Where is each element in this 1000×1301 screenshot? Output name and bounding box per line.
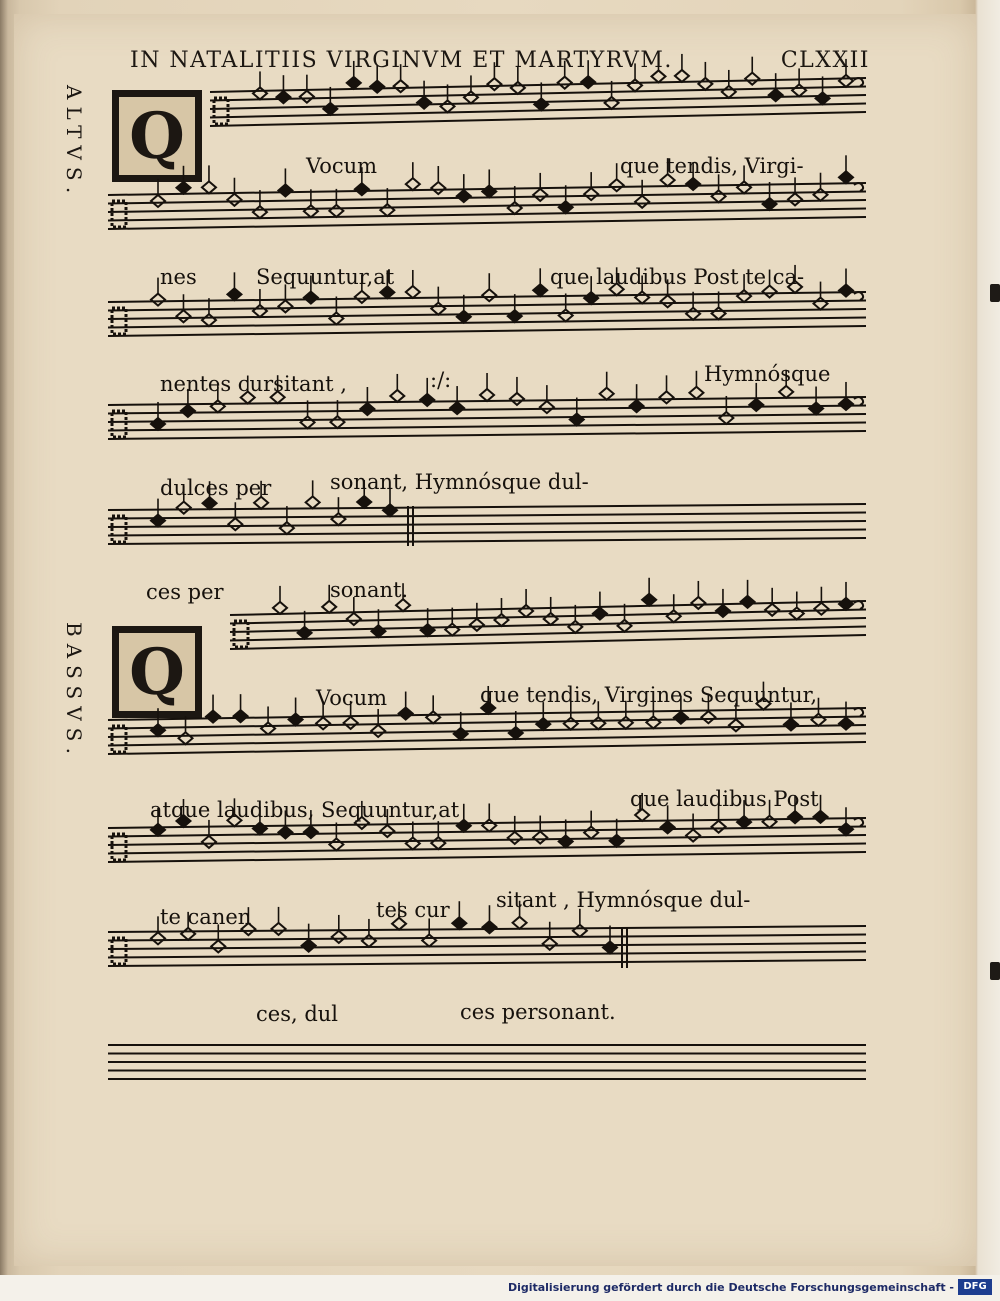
note-head <box>689 387 703 399</box>
clef-mark <box>112 411 126 437</box>
note-head <box>729 719 743 731</box>
note-head <box>642 594 656 606</box>
lyric-bassus-1b: que tendis, Virgines Sequuntur, <box>480 683 818 707</box>
initial-letter: Q <box>119 97 195 175</box>
note-head <box>211 940 225 952</box>
note-head <box>784 718 798 730</box>
clef-mark <box>112 201 126 227</box>
note-head <box>769 89 783 101</box>
note-head <box>452 917 466 929</box>
note-head <box>261 722 275 734</box>
note-head <box>790 608 804 620</box>
note-head <box>581 76 595 88</box>
note-head <box>628 79 642 91</box>
footer-bar <box>0 1275 1000 1301</box>
running-title: IN NATALITIIS VIRGINVM ET MARTYRVM. <box>130 48 673 73</box>
note-head <box>809 403 823 415</box>
note-head <box>716 605 730 617</box>
note-head <box>584 188 598 200</box>
note-head <box>661 821 675 833</box>
note-head <box>584 292 598 304</box>
note-head <box>179 732 193 744</box>
note-head <box>719 412 733 424</box>
note-head <box>177 502 191 514</box>
note-head <box>564 718 578 730</box>
clef-mark <box>112 938 126 964</box>
note-head <box>635 291 649 303</box>
note-head <box>323 103 337 115</box>
note-head <box>406 286 420 298</box>
note-head <box>558 77 572 89</box>
note-head <box>332 931 346 943</box>
note-head <box>584 827 598 839</box>
note-head <box>591 717 605 729</box>
clef-mark <box>234 621 248 647</box>
note-head <box>494 614 508 626</box>
lyric-bassus-4a: ces, dul <box>256 1002 339 1026</box>
note-head <box>278 184 292 196</box>
note-head <box>206 711 220 723</box>
lyric-altus-2a: nes <box>160 265 197 289</box>
note-head <box>482 289 496 301</box>
note-head <box>839 75 853 87</box>
note-head <box>763 198 777 210</box>
note-head <box>417 97 431 109</box>
lyric-altus-2b: Sequuntur,at <box>256 265 395 289</box>
note-head <box>371 725 385 737</box>
note-head <box>661 295 675 307</box>
lyric-altus-1a: Vocum <box>306 154 378 178</box>
note-head <box>272 923 286 935</box>
note-head <box>667 610 681 622</box>
note-head <box>540 401 554 413</box>
note-head <box>420 394 434 406</box>
clef-mark <box>214 98 228 124</box>
note-head <box>151 195 165 207</box>
note-head <box>779 386 793 398</box>
note-head <box>811 714 825 726</box>
note-head <box>202 181 216 193</box>
note-head <box>289 714 303 726</box>
note-head <box>533 284 547 296</box>
note-head <box>370 81 384 93</box>
note-head <box>426 711 440 723</box>
note-head <box>322 601 336 613</box>
note-head <box>508 832 522 844</box>
note-head <box>202 314 216 326</box>
note-head <box>686 830 700 842</box>
note-head <box>273 602 287 614</box>
note-head <box>712 190 726 202</box>
lyric-altus-5a: ces per <box>146 580 224 604</box>
clef-mark <box>112 308 126 334</box>
note-head <box>227 194 241 206</box>
note-head <box>660 391 674 403</box>
note-head <box>745 73 759 85</box>
note-head <box>276 91 290 103</box>
note-head <box>380 825 394 837</box>
note-head <box>347 613 361 625</box>
note-head <box>253 87 267 99</box>
note-head <box>792 84 806 96</box>
clef-mark <box>112 834 126 860</box>
note-head <box>536 718 550 730</box>
note-head <box>304 205 318 217</box>
note-head <box>513 917 527 929</box>
note-head <box>543 938 557 950</box>
note-head <box>814 811 828 823</box>
note-head <box>839 285 853 297</box>
note-head <box>330 416 344 428</box>
note-head <box>600 388 614 400</box>
staff-6 <box>230 578 866 649</box>
note-head <box>788 193 802 205</box>
note-head <box>568 621 582 633</box>
custos-mark <box>854 397 863 405</box>
note-head <box>383 504 397 516</box>
note-head <box>355 291 369 303</box>
note-head <box>593 608 607 620</box>
note-head <box>698 78 712 90</box>
lyric-bassus-3c: sitant , Hymnósque dul- <box>496 888 751 912</box>
note-head <box>464 91 478 103</box>
note-head <box>737 816 751 828</box>
note-head <box>482 819 496 831</box>
lyric-altus-3b: :/: <box>430 368 452 392</box>
note-head <box>788 811 802 823</box>
note-head <box>298 627 312 639</box>
note-head <box>202 836 216 848</box>
note-head <box>816 92 830 104</box>
note-head <box>151 294 165 306</box>
note-head <box>331 513 345 525</box>
note-head <box>480 389 494 401</box>
note-head <box>316 717 330 729</box>
custos-mark <box>854 292 863 300</box>
lyric-bassus-3a: te canen <box>160 905 252 929</box>
lyric-altus-3a: nentes cursitant , <box>160 372 347 396</box>
note-head <box>329 838 343 850</box>
note-head <box>839 823 853 835</box>
note-head <box>544 613 558 625</box>
note-head <box>737 181 751 193</box>
note-head <box>304 292 318 304</box>
note-head <box>253 305 267 317</box>
note-head <box>559 309 573 321</box>
note-head <box>390 390 404 402</box>
custos-mark <box>854 183 863 191</box>
footer-credit: Digitalisierung gefördert durch die Deutsche Forschungsgemeinschaft - <box>507 1281 954 1294</box>
note-head <box>814 298 828 310</box>
note-head <box>355 183 369 195</box>
note-head <box>508 202 522 214</box>
note-head <box>749 399 763 411</box>
clef-mark <box>112 516 126 542</box>
note-head <box>534 98 548 110</box>
note-head <box>573 925 587 937</box>
note-head <box>763 816 777 828</box>
note-head <box>618 620 632 632</box>
note-head <box>686 308 700 320</box>
custos-mark <box>854 601 863 609</box>
note-head <box>603 942 617 954</box>
note-head <box>839 171 853 183</box>
lyric-altus-4b: sonant, Hymnósque dul- <box>330 470 589 494</box>
note-head <box>712 821 726 833</box>
note-head <box>839 718 853 730</box>
lyric-altus-4a: dulces per <box>160 476 272 500</box>
note-head <box>722 86 736 98</box>
lyric-altus-3c: Hymnósque <box>704 362 831 386</box>
note-head <box>151 515 165 527</box>
note-head <box>278 300 292 312</box>
note-head <box>510 393 524 405</box>
note-head <box>701 711 715 723</box>
note-head <box>686 178 700 190</box>
note-head <box>559 835 573 847</box>
note-head <box>422 934 436 946</box>
staff-1 <box>210 54 866 126</box>
note-head <box>253 822 267 834</box>
note-head <box>227 288 241 300</box>
note-head <box>712 307 726 319</box>
note-head <box>509 727 523 739</box>
note-head <box>302 940 316 952</box>
custos-mark <box>854 708 863 716</box>
note-head <box>176 310 190 322</box>
folio-number: CLXXII <box>780 48 870 73</box>
note-head <box>454 728 468 740</box>
note-head <box>457 190 471 202</box>
note-head <box>228 518 242 530</box>
initial-letter: Q <box>119 633 195 711</box>
lyric-bassus-2b: que laudibus Post <box>630 787 819 811</box>
note-head <box>533 189 547 201</box>
note-head <box>610 179 624 191</box>
note-head <box>371 625 385 637</box>
lyric-bassus-1a: Vocum <box>316 686 388 710</box>
note-head <box>630 400 644 412</box>
note-head <box>406 837 420 849</box>
note-head <box>329 205 343 217</box>
note-head <box>839 598 853 610</box>
note-head <box>357 496 371 508</box>
note-head <box>445 624 459 636</box>
lyric-bassus-3b: tes cur <box>376 898 450 922</box>
note-head <box>431 837 445 849</box>
note-head <box>691 597 705 609</box>
note-head <box>441 100 455 112</box>
note-head <box>360 403 374 415</box>
note-head <box>651 70 665 82</box>
note-head <box>457 311 471 323</box>
note-head <box>181 928 195 940</box>
note-head <box>304 826 318 838</box>
note-head <box>487 78 501 90</box>
clef-mark <box>112 726 126 752</box>
note-head <box>306 496 320 508</box>
note-head <box>674 712 688 724</box>
note-head <box>737 290 751 302</box>
note-head <box>610 835 624 847</box>
lyric-bassus-2a: atque laudibus, Sequuntur,at <box>150 798 460 822</box>
note-head <box>329 312 343 324</box>
note-head <box>482 921 496 933</box>
note-head <box>421 624 435 636</box>
note-head <box>431 303 445 315</box>
note-head <box>619 717 633 729</box>
note-head <box>482 185 496 197</box>
note-head <box>253 206 267 218</box>
note-head <box>380 204 394 216</box>
note-head <box>508 310 522 322</box>
note-head <box>211 400 225 412</box>
note-head <box>234 710 248 722</box>
voice-label-altus: ALTVS. <box>62 85 86 201</box>
note-head <box>181 405 195 417</box>
note-head <box>646 716 660 728</box>
note-head <box>347 77 361 89</box>
voice-label-bassus: BASSVS. <box>62 622 86 761</box>
lyric-altus-2c: que laudibus Post te ca- <box>550 265 805 289</box>
note-head <box>814 603 828 615</box>
note-head <box>406 178 420 190</box>
binding-clasp <box>990 284 1000 302</box>
note-head <box>399 708 413 720</box>
note-head <box>301 416 315 428</box>
lyric-bassus-4b: ces personant. <box>460 1000 616 1024</box>
binding-clasp <box>990 962 1000 980</box>
note-head <box>344 717 358 729</box>
note-head <box>635 196 649 208</box>
note-head <box>362 935 376 947</box>
note-head <box>559 201 573 213</box>
custos-mark <box>854 818 863 826</box>
staff-10 <box>108 1045 866 1079</box>
note-head <box>450 402 464 414</box>
note-head <box>470 619 484 631</box>
note-head <box>570 414 584 426</box>
note-head <box>741 596 755 608</box>
note-head <box>605 97 619 109</box>
note-head <box>151 824 165 836</box>
note-head <box>533 832 547 844</box>
note-head <box>814 189 828 201</box>
note-head <box>176 182 190 194</box>
lyric-altus-5b: sonant. <box>330 578 409 602</box>
note-head <box>151 932 165 944</box>
note-head <box>675 70 689 82</box>
note-head <box>151 724 165 736</box>
custos-mark <box>854 78 863 86</box>
dfg-logo: DFG <box>958 1279 992 1295</box>
note-head <box>394 80 408 92</box>
note-head <box>511 82 525 94</box>
note-head <box>280 522 294 534</box>
note-head <box>839 398 853 410</box>
note-head <box>300 91 314 103</box>
note-head <box>151 418 165 430</box>
lyric-altus-1b: que tendis, Virgi- <box>620 154 804 178</box>
note-head <box>765 604 779 616</box>
note-head <box>278 826 292 838</box>
note-head <box>519 605 533 617</box>
note-head <box>431 182 445 194</box>
